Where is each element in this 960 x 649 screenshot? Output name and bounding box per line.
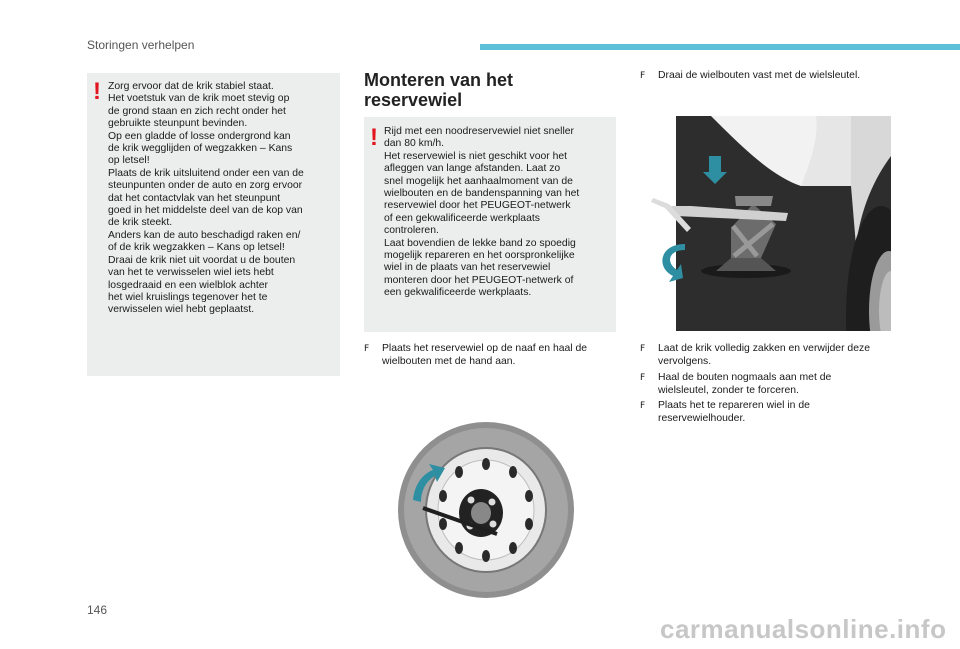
warning-box-spare-wheel: [364, 117, 616, 332]
section-title: Monteren van het reservewiel: [364, 70, 514, 110]
step-item: [640, 70, 910, 83]
step-text: Plaats het te repareren wiel in de reservewielhouder.: [658, 400, 810, 424]
step-bullet-icon: F: [640, 71, 646, 81]
step-item: [640, 343, 880, 368]
step-text: Haal de bouten nogmaals aan met de wielsleutel, zonder te forceren.: [658, 372, 832, 396]
step-bullet-icon: F: [364, 344, 370, 354]
step-item: [640, 372, 880, 397]
page-number: 146: [87, 603, 108, 617]
warning-icon: !: [370, 124, 378, 151]
watermark: carmanualsonline.info: [660, 614, 947, 644]
step-bullet-icon: F: [640, 373, 646, 383]
jack-illustration: [651, 116, 891, 331]
step-bullet-icon: F: [640, 344, 646, 354]
header-accent-bar: [480, 44, 960, 50]
warning-box-jack: [87, 73, 340, 376]
warning-icon: !: [93, 78, 101, 105]
step-text: Laat de krik volledig zakken en verwijder deze vervolgens.: [658, 343, 870, 367]
step-text: Plaats het reservewiel op de naaf en haal de wielbouten met de hand aan.: [382, 343, 588, 367]
step-item: [640, 400, 880, 425]
page-section-title: Storingen verhelpen: [87, 38, 195, 52]
step-item: [364, 343, 616, 368]
step-text: Draai de wielbouten vast met de wielsleutel.: [658, 70, 861, 81]
step-bullet-icon: F: [640, 401, 646, 411]
spare-wheel-illustration: [393, 420, 583, 600]
warning-text-spare-wheel: Rijd met een noodreservewiel niet sneller dan 80 km/h. Het reservewiel is niet geschikt voor het afleggen van lange afstanden. Laat zo snel mogelijk het aanhaalmoment van de wielbouten en de bandenspanning van het reservewiel door het PEUGEOT-netwerk of een gekwalificeerde werkplaats controleren. Laat bovendien de lekke band zo spoedig mogelijk repareren en het oorspronkelijke wiel in de plaats van het reservewiel monteren door het PEUGEOT-netwerk of een gekwalificeerde werkplaats.: [384, 126, 580, 299]
warning-text-jack: Zorg ervoor dat de krik stabiel staat. Het voetstuk van de krik moet stevig op de grond staan en zich recht onder het gebruikte steunpunt bevinden. Op een gladde of losse ondergrond kan de krik wegglijden of wegzakken – Kans op letsel! Plaats de krik uitsluitend onder een van de steunpunten onder de auto en zorg ervoor dat het contactvlak van het steunpunt goed in het middelste deel van de kop van de krik steekt. Anders kan de auto beschadigd raken en/ of de krik wegzakken – Kans op letsel! Draai de krik niet uit voordat u de bouten van het te verwisselen wiel iets hebt losgedraaid en een wielblok achter het wiel kruislings tegenover het te verwisselen wiel hebt geplaatst.: [108, 81, 304, 316]
